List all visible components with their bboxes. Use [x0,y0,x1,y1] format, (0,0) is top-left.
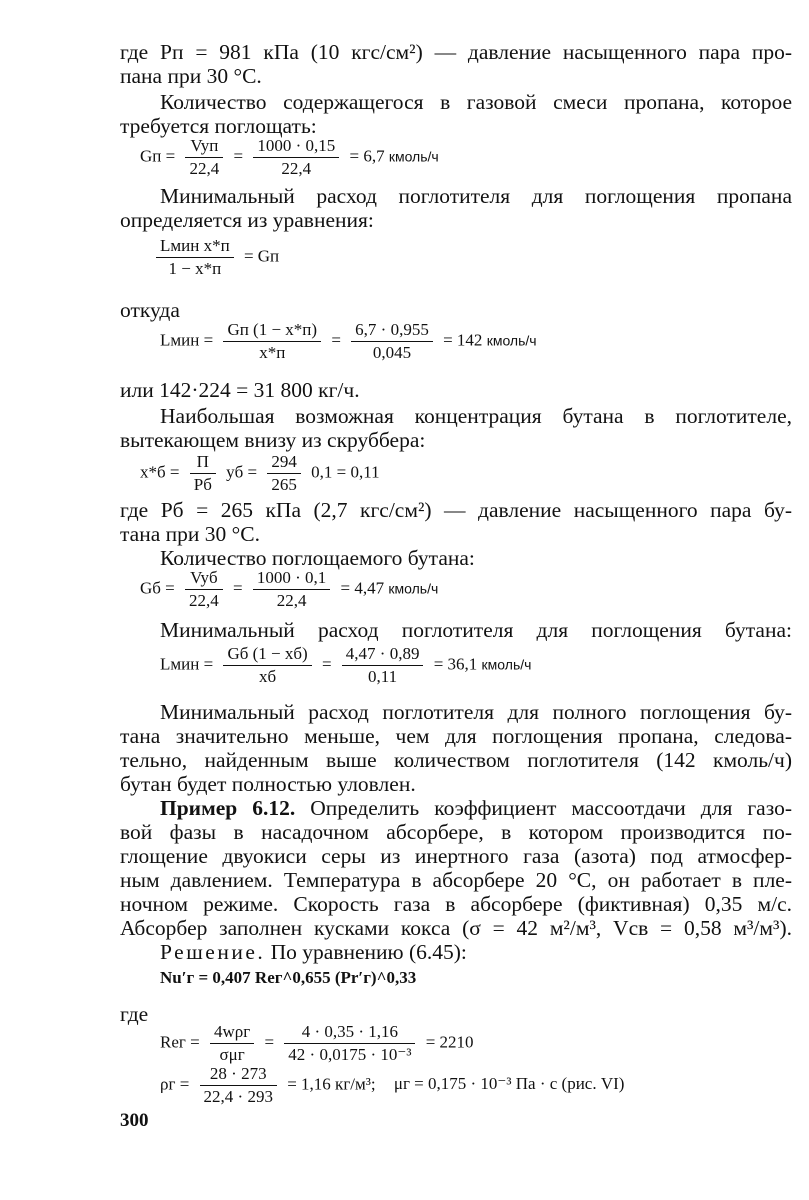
text-line: где Pп = 981 кПа (10 кгс/см²) — давление насыщенного пара про- [120,40,792,64]
text-line: тельно, найденным выше количеством поглотителя (142 кмоль/ч) [120,748,792,772]
text-line: вытекающем внизу из скруббера: [120,428,426,452]
text-line: откуда [120,298,180,322]
text-line: требуется поглощать: [120,114,317,138]
text-line: Решение. По уравнению (6.45): [160,940,467,964]
equation-rho: ρг = $\frac{28 \cdot 273}{22,4 \cdot 293}$ = 1,16 кг/м³; μг = 0,175 · 10⁻³ Па · с (рис. VI) [160,1064,625,1106]
equation-lmin: $\frac{\text{Lмин x*п}}{1 - x*п}$ = Gп [150,236,279,279]
equation-gp: Gп = $\frac{\text{Vyп}}{22,4}$ = $\frac{1000 \cdot 0,15}{22,4}$ = 6,7 кмоль/ч [140,136,439,178]
text-line: или 142·224 = 31 800 кг/ч. [120,378,360,402]
equation-gb: Gб = $\frac{\text{Vyб}}{22,4}$ = $\frac{1000 \cdot 0,1}{22,4}$ = 4,47 кмоль/ч [140,568,439,610]
text-line: тана при 30 °С. [120,522,260,546]
text-line: Минимальный расход поглотителя для поглощения бутана: [160,618,792,642]
text-line: тана значительно меньше, чем для поглощения пропана, следова- [120,724,792,748]
text-line: бутан будет полностью уловлен. [120,772,416,796]
page-number: 300 [120,1110,149,1131]
text-line: пана при 30 °С. [120,64,262,88]
example-heading: Пример 6.12. [160,796,296,820]
equation-xb: x*б = $\frac{П}{Pб}$ yб = $\frac{294}{265}$ 0,1 = 0,11 [140,452,380,494]
equation-nu: Nu′г = 0,407 Reг^0,655 (Pr′г)^0,33 [160,968,417,987]
equation-re: Reг = $\frac{\text{4wρг}}{\text{σμг}}$ = $\frac{4 \cdot 0,35 \cdot 1,16}{\text{42 · 0,0175 · 10⁻³}}$ = 2210 [160,1022,474,1064]
text-line: ным давлением. Температура в абсорбере 20 °С, он работает в пле- [120,868,792,892]
text-line: Наибольшая возможная концентрация бутана в поглотителе, [160,404,792,428]
solution-label: Решение. [160,940,266,964]
text-line: Пример 6.12. Определить коэффициент массоотдачи для газо- [160,796,792,820]
text-line: Минимальный расход поглотителя для полного поглощения бу- [160,700,792,724]
equation-lmin-propane: Lмин = $\frac{Gп (1 - x*п)}{x*п}$ = $\frac{6,7 \cdot 0,955}{0,045}$ = 142 кмоль/ч [160,320,537,362]
text-line: вой фазы в насадочном абсорбере, в котором производится по- [120,820,792,844]
text-line: где [120,1002,149,1026]
text-line: ночном режиме. Скорость газа в абсорбере (фиктивная) 0,35 м/с. [120,892,792,916]
text-line: глощение двуокиси серы из инертного газа (азота) под атмосфер- [120,844,792,868]
text-line: Количество поглощаемого бутана: [160,546,475,570]
text-line: Минимальный расход поглотителя для поглощения пропана [160,184,792,208]
text-line: определяется из уравнения: [120,208,374,232]
equation-lmin-butane: Lмин = $\frac{Gб (1 - xб)}{xб}$ = $\frac{4,47 \cdot 0,89}{0,11}$ = 36,1 кмоль/ч [160,644,532,686]
text-line: Количество содержащегося в газовой смеси пропана, которое [160,90,792,114]
text-line: Абсорбер заполнен кусками кокса (σ = 42 м²/м³, Vсв = 0,58 м³/м³). [120,916,792,940]
text-line: где Pб = 265 кПа (2,7 кгс/см²) — давление насыщенного пара бу- [120,498,792,522]
